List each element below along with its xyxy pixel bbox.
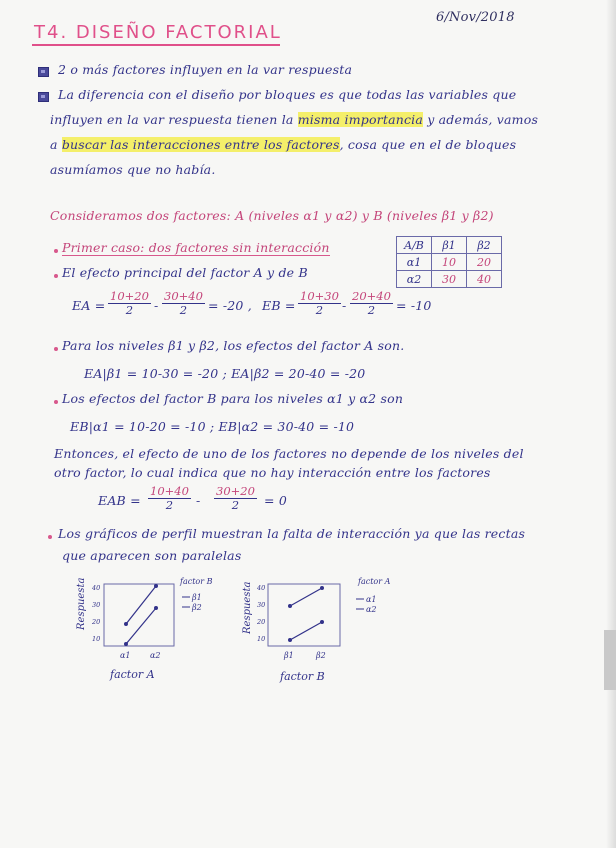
eb-label: EB = <box>262 298 296 313</box>
data-point <box>124 642 128 646</box>
x-tick-label: α2 <box>150 651 161 660</box>
ea-fraction-1 <box>108 290 151 317</box>
intro-text: y además, vamos <box>427 112 539 127</box>
fraction-numerator: 30+40 <box>164 289 203 303</box>
principal-effect-line: El efecto principal del factor A y de B <box>62 265 308 280</box>
eb-result: = -10 <box>396 298 432 313</box>
line-beta1 <box>126 586 156 624</box>
intro-text: influyen en la var respuesta tienen la <box>50 112 294 127</box>
ea-label: EA = <box>72 298 106 313</box>
table-cell: 30 <box>432 271 467 288</box>
fraction-numerator: 10+20 <box>110 289 149 303</box>
effects-a-intro: Los efectos del factor B para los niveles α1 y α2 son <box>62 391 404 406</box>
legend-entry: α2 <box>366 605 377 614</box>
plot-ylabel: Respuesta <box>242 581 253 634</box>
eab-result: = 0 <box>264 493 287 508</box>
plot-ylabel: Respuesta <box>76 577 87 630</box>
plot-frame <box>268 584 340 646</box>
table-header-cell: A/B <box>397 237 432 254</box>
ea-fraction-2 <box>162 290 205 317</box>
ea-result: = -20 , <box>208 298 252 313</box>
fraction-numerator: 10+40 <box>150 484 189 498</box>
table-header-cell: β1 <box>432 237 467 254</box>
dot-bullet-icon <box>54 400 58 404</box>
title-underline <box>32 44 280 46</box>
fraction-denominator: 2 <box>125 303 134 317</box>
eb-fraction-2 <box>350 290 393 317</box>
intro-line-1: 2 o más factores influyen en la var respuesta <box>58 62 353 77</box>
table-cell: α2 <box>397 271 432 288</box>
eab-label: EAB = <box>98 493 141 508</box>
data-table <box>396 236 502 288</box>
plot-frame <box>104 584 174 646</box>
effects-b-equation: EA|β1 = 10-30 = -20 ; EA|β2 = 20-40 = -20 <box>84 366 366 381</box>
table-cell: 40 <box>467 271 502 288</box>
fraction-numerator: 30+20 <box>216 484 255 498</box>
table-header-cell: β2 <box>467 237 502 254</box>
y-tick-label: 10 <box>257 635 266 643</box>
y-tick-label: 20 <box>92 618 101 626</box>
eab-fraction-1 <box>148 485 191 512</box>
fraction-numerator: 10+30 <box>300 289 339 303</box>
fraction-denominator: 2 <box>231 498 240 512</box>
line-alpha2 <box>290 622 322 640</box>
table-row <box>397 254 502 271</box>
data-point <box>288 604 292 608</box>
table-cell: 10 <box>432 254 467 271</box>
page-edge-tab <box>604 630 616 690</box>
legend-entry: β1 <box>192 593 202 602</box>
data-point <box>288 638 292 642</box>
y-tick-label: 10 <box>92 635 101 643</box>
y-tick-label: 30 <box>257 601 266 609</box>
y-tick-label: 20 <box>257 618 266 626</box>
highlight-interacciones: buscar las interacciones entre los factores <box>61 137 340 152</box>
table-cell: 20 <box>467 254 502 271</box>
intro-line-4 <box>50 137 516 152</box>
x-tick-label: α1 <box>120 651 131 660</box>
x-tick-label: β2 <box>316 651 326 660</box>
legend-entry: β2 <box>192 603 202 612</box>
data-point <box>320 620 324 624</box>
fraction-denominator: 2 <box>165 498 174 512</box>
x-tick-label: β1 <box>284 651 294 660</box>
dot-bullet-icon <box>54 249 58 253</box>
line-alpha1 <box>290 588 322 606</box>
legend-title: factor A <box>358 577 391 586</box>
profile-plot-factor-b <box>238 572 418 687</box>
fraction-numerator: 20+40 <box>352 289 391 303</box>
conclusion-line-2: otro factor, lo cual indica que no hay interacción entre los factores <box>54 465 491 480</box>
date: 6/Nov/2018 <box>436 10 515 25</box>
line-beta2 <box>126 608 156 644</box>
effects-b-intro: Para los niveles β1 y β2, los efectos del factor A son. <box>62 338 405 353</box>
eab-fraction-2 <box>214 485 257 512</box>
dot-bullet-icon <box>54 274 58 278</box>
y-tick-label: 30 <box>92 601 101 609</box>
legend-title: factor B <box>180 577 213 586</box>
page-edge-shadow <box>606 0 616 848</box>
table-header-row <box>397 237 502 254</box>
plots-line-1: Los gráficos de perfil muestran la falta de interacción ya que las rectas <box>58 526 526 541</box>
data-point <box>124 622 128 626</box>
case-heading: Primer caso: dos factores sin interacción <box>62 240 330 255</box>
table-cell: α1 <box>397 254 432 271</box>
intro-line-5: asumíamos que no había. <box>50 162 216 177</box>
data-point <box>154 584 158 588</box>
square-bullet-icon <box>38 92 49 102</box>
intro-text: a <box>50 137 58 152</box>
fraction-denominator: 2 <box>179 303 188 317</box>
data-point <box>320 586 324 590</box>
profile-plot-factor-a <box>70 572 250 687</box>
effects-a-equation: EB|α1 = 10-20 = -10 ; EB|α2 = 30-40 = -10 <box>70 419 355 434</box>
dot-bullet-icon <box>54 347 58 351</box>
intro-line-3 <box>50 112 538 127</box>
dot-bullet-icon <box>48 535 52 539</box>
minus-sign: - <box>196 493 201 508</box>
highlight-misma-importancia: misma importancia <box>297 112 424 127</box>
fraction-denominator: 2 <box>315 303 324 317</box>
legend-entry: α1 <box>366 595 377 604</box>
y-tick-label: 40 <box>92 584 101 592</box>
eb-fraction-1 <box>298 290 341 317</box>
data-point <box>154 606 158 610</box>
minus-sign: - <box>154 298 159 313</box>
minus-sign: - <box>342 298 347 313</box>
plots-line-2: que aparecen son paralelas <box>62 548 242 563</box>
table-row <box>397 271 502 288</box>
fraction-denominator: 2 <box>367 303 376 317</box>
plot-xlabel: factor B <box>280 670 325 683</box>
page-title: T4. DISEÑO FACTORIAL <box>34 22 282 43</box>
intro-text: , cosa que en el de bloques <box>339 137 517 152</box>
square-bullet-icon <box>38 67 49 77</box>
intro-line-2: La diferencia con el diseño por bloques es que todas las variables que <box>58 87 517 102</box>
consider-line: Consideramos dos factores: A (niveles α1 y α2) y B (niveles β1 y β2) <box>50 208 494 223</box>
conclusion-line-1: Entonces, el efecto de uno de los factores no depende de los niveles del <box>54 446 524 461</box>
plot-xlabel: factor A <box>110 668 155 681</box>
y-tick-label: 40 <box>257 584 266 592</box>
